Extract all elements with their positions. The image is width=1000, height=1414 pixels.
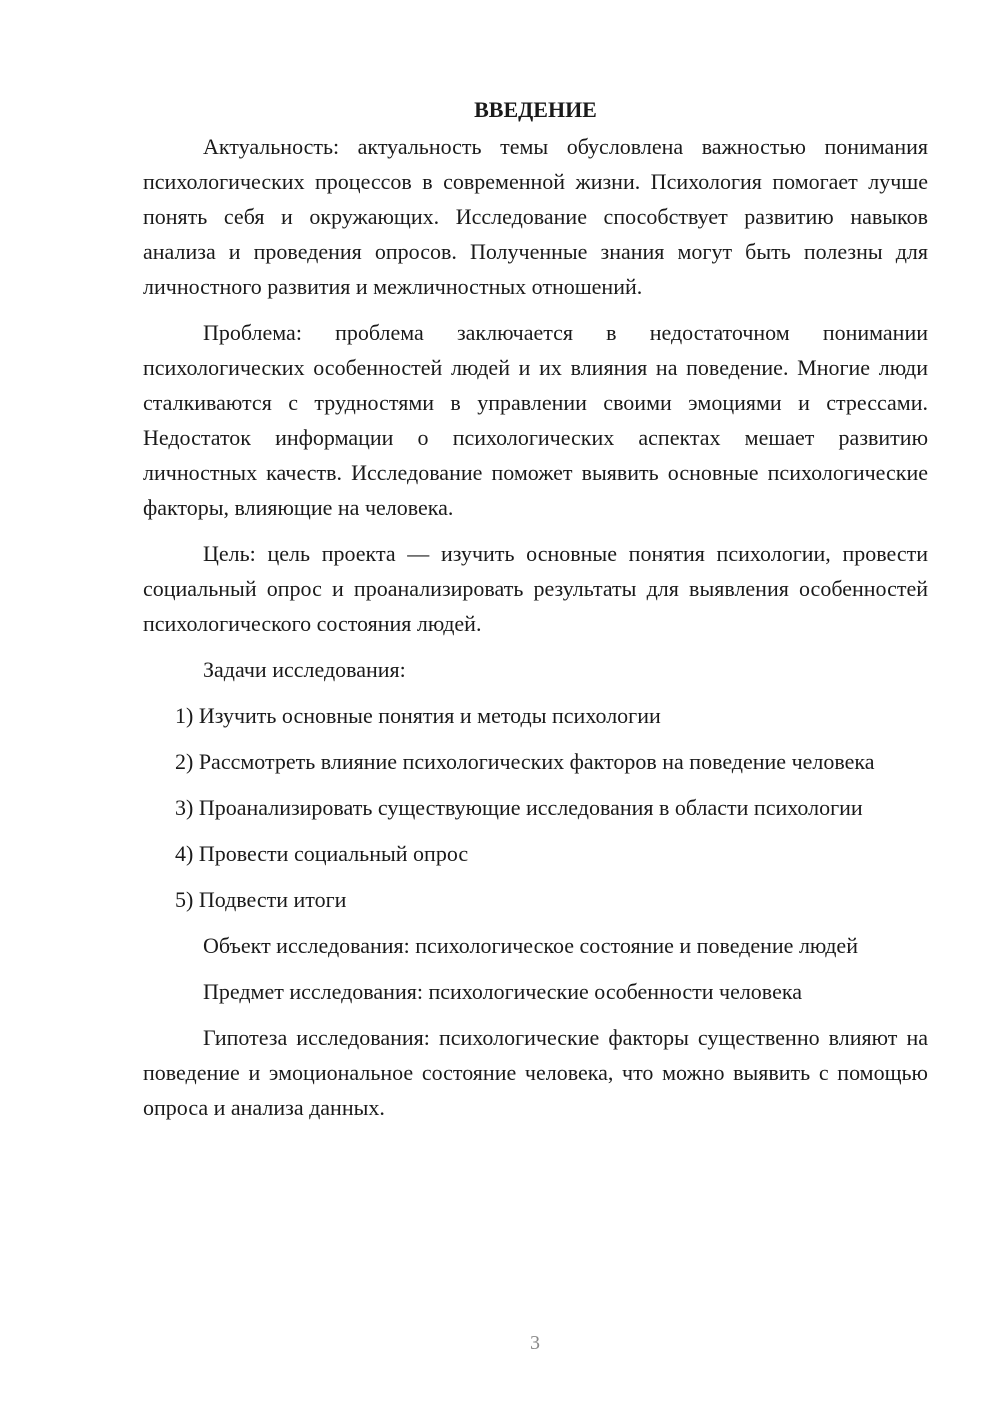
subject-paragraph: Предмет исследования: психологические особенности человека [203,979,802,1004]
tasks-list [143,698,928,917]
list-item: 2) Рассмотреть влияние психологических факторов на поведение человека [175,749,875,774]
list-item: 3) Проанализировать существующие исследования в области психологии [175,795,863,820]
list-item: 1) Изучить основные понятия и методы психологии [175,703,661,728]
list-item: 4) Провести социальный опрос [175,841,469,866]
relevance-paragraph: Актуальность: актуальность темы обусловлена важностью понимания психологических процессов в современной жизни. Психология помогает лучше понять себя и окружающих. Исследование способствует развитию навыков анализа и проведения опросов. Полученные знания могут быть полезны для личностного развития и межличностных отношений. [143,134,928,299]
section-title: ВВЕДЕНИЕ [474,97,597,122]
hypothesis-paragraph: Гипотеза исследования: психологические факторы существенно влияют на поведение и эмоциональное состояние человека, что можно выявить с помощью опроса и анализа данных. [143,1025,928,1120]
tasks-heading: Задачи исследования: [203,657,406,682]
problem-paragraph: Проблема: проблема заключается в недостаточном понимании психологических особенностей людей и их влияния на поведение. Многие люди сталкиваются с трудностями в управлении своими эмоциями и стрессами. Недостаток информации о психологических аспектах мешает развитию личностных качеств. Исследование поможет выявить основные психологические факторы, влияющие на человека. [143,320,928,520]
page-content [143,92,928,1136]
goal-paragraph: Цель: цель проекта — изучить основные понятия психологии, провести социальный опрос и проанализировать результаты для выявления особенностей психологического состояния людей. [143,541,928,636]
object-paragraph: Объект исследования: психологическое состояние и поведение людей [203,933,858,958]
list-item: 5) Подвести итоги [175,887,347,912]
page-number: 3 [530,1332,540,1354]
